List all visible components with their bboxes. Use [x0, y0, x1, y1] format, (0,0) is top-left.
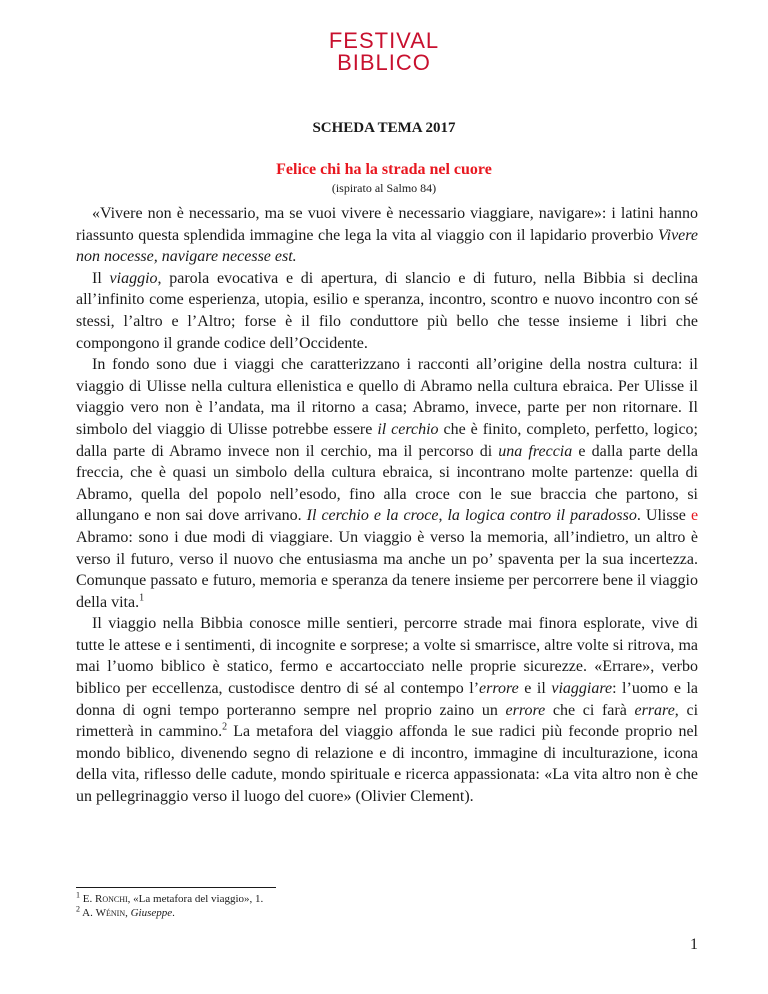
body-text: [76, 203, 698, 808]
footnote-1: $^1$ E. Ronchi, «La metafora del viaggio», 1.: [76, 890, 264, 905]
paragraph-4: Il viaggio nella Bibbia conosce mille sentieri, percorre strade mai finora esplorate, vive di tutte le attese e i sentimenti, di incognite e sorprese; a volte si smarrisce, altre volte si ritrova, ma mai l’uomo biblico è statico, fermo e accartocciato nelle proprie sicurezze. «Errare», verbo biblico per eccellenza, custodisce dentro di sé al contempo l’errore e il viaggiare: l’uomo e la donna di ogni tempo porteranno sempre nel proprio zaino un errore che ci farà errare, ci rimetterà in cammino.$^2$ La metafora del viaggio affonda le sue radici più feconde proprio nel mondo biblico, divenendo segno di relazione e di incontro, immagine di inculturazione, icona della vita, riflesso delle cadute, mondo spirituale e ricerca appassionata: «La vita altro non è che un pellegrinaggio verso il luogo del cuore» (Olivier Clement).: [76, 615, 699, 806]
page-number: 1: [690, 936, 698, 953]
footnote-2: $^2$ A. Wénin, Giuseppe.: [76, 903, 175, 919]
paragraph-1: «Vivere non è necessario, ma se vuoi vivere è necessario viaggiare, navigare»: i latini hanno riassunto questa splendida immagine che lega la vita al viaggio con il lapidario proverbio Vivere non nocesse, navigare necesse est.: [76, 205, 698, 266]
paragraph-2: Il viaggio, parola evocativa e di apertura, di slancio e di futuro, nella Bibbia si declina all’infinito come esperienza, utopia, esilio e speranza, incontro, scontro e nuovo incontro con sé stessi, l’altro e l’Altro; forse è il filo conduttore più bello che tesse insieme i libri che compongono il grande codice dell’Occidente.: [76, 269, 699, 352]
footnote-ref-1: 1: [139, 592, 145, 604]
footnotes: [76, 890, 698, 920]
document-heading: SCHEDA TEMA 2017: [312, 120, 456, 136]
theme-title: Felice chi ha la strada nel cuore: [276, 161, 492, 178]
footnote-divider: [76, 887, 276, 888]
paragraph-3: In fondo sono due i viaggi che caratterizzano i racconti all’origine della nostra cultura: il viaggio di Ulisse nella cultura ellenistica e quello di Abramo nella cultura ebraica. Per Ulisse il viaggio vero non è l’andata, ma il ritorno a casa; Abramo, invece, parte per non ritornare. Il simbolo del viaggio di Ulisse potrebbe essere il cerchio che è finito, completo, perfetto, logico; dalla parte di Abramo invece non il cerchio, ma il percorso di una freccia e dalla parte della freccia, che è quasi un simbolo della cultura ebraica, si incontrano molte partenze: quella di Abramo, quella del popolo nell’esodo, fino alla croce con le sue braccia che partono, si allungano e non sai dove arrivano. Il cerchio e la croce, la logica contro il paradosso. Ulisse e Abramo: sono i due modi di viaggiare. Un viaggio è verso la memoria, all’indietro, un altro è verso il futuro, verso il nuovo che entusiasma ma anche un po’ spaventa per la sua incertezza. Comunque passato e futuro, memoria e speranza da tenere insieme per percorrere bene il viaggio della vita.$^1$: [76, 356, 699, 611]
logo-line-1: FESTIVAL: [328, 28, 440, 53]
festival-biblico-logo: [322, 30, 446, 78]
red-conjunction: e: [690, 507, 699, 525]
footnote-ref-2: 2: [222, 721, 228, 733]
theme-subtitle: (ispirato al Salmo 84): [331, 181, 437, 195]
logo-line-2: BIBLICO: [337, 50, 431, 75]
